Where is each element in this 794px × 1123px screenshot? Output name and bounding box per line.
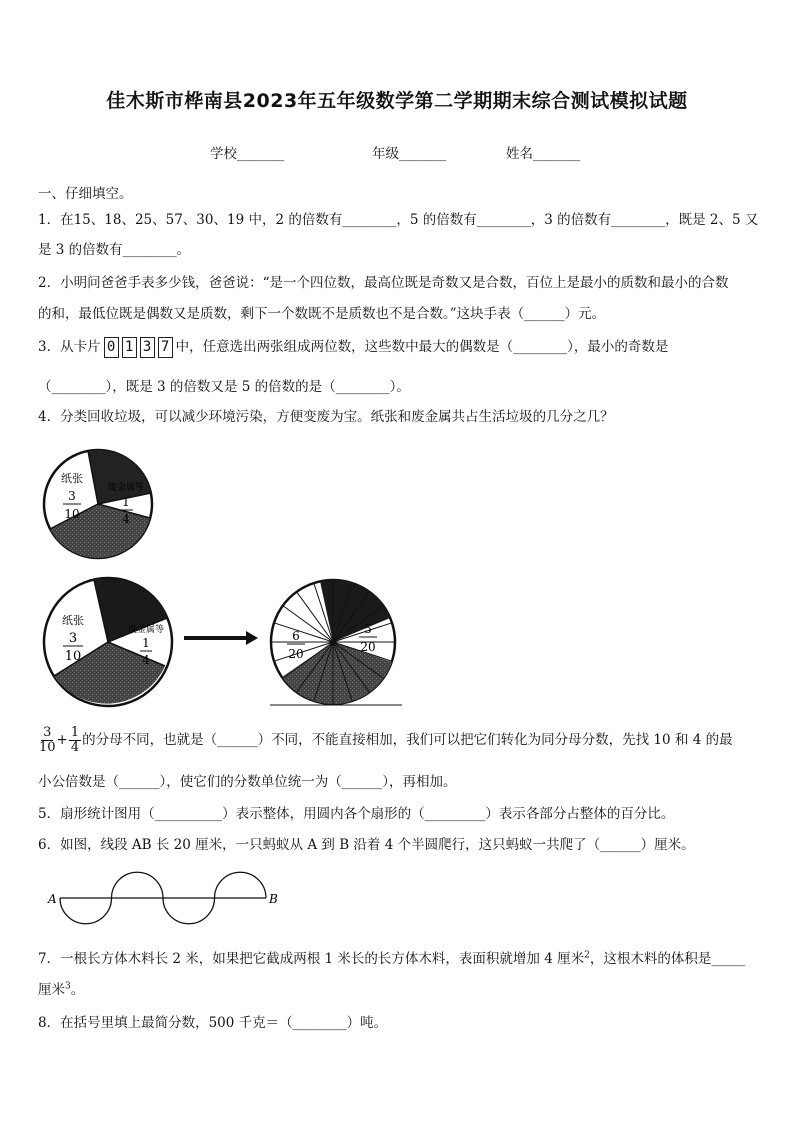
- point-b-label: B: [269, 892, 278, 906]
- semicircle-path-figure: [40, 862, 290, 932]
- question-7-unit-end: 。: [70, 982, 85, 998]
- question-3-prefix: 3．从卡片: [38, 339, 101, 355]
- question-7-text-end: ，这根木料的体积是_____: [589, 951, 746, 967]
- pie2-paper-denominator: 10: [64, 649, 82, 664]
- pie3-right-denominator: 20: [360, 640, 376, 654]
- pie1-metal-denominator: 4: [122, 512, 130, 526]
- section-heading: 一、仔细填空。: [38, 186, 133, 202]
- pie2-metal-numerator: 1: [142, 636, 150, 650]
- number-cards: [104, 337, 173, 358]
- fraction-b: $\frac{1}{4}$: [70, 725, 80, 755]
- name-field[interactable]: 姓名_______: [506, 146, 581, 162]
- pie3-right-numerator: 5: [364, 622, 372, 636]
- question-7-unit: 厘米: [38, 982, 65, 998]
- question-6-text: 6．如图，线段 AB 长 20 厘米，一只蚂蚁从 A 到 B 沿着 4 个半圆爬行，这只蚂蚁一共爬了（______）厘米。: [38, 837, 695, 853]
- pie2-paper-numerator: 3: [68, 631, 78, 646]
- question-1-line2: 是 3 的倍数有________。: [38, 242, 191, 258]
- pie3-left-denominator: 20: [288, 647, 304, 661]
- pie2-metal-denominator: 4: [142, 653, 150, 667]
- number-card: 0: [104, 337, 119, 358]
- number-card: 1: [122, 337, 137, 358]
- pie-chart-2: [44, 578, 172, 706]
- pie-chart-1: [44, 450, 152, 558]
- question-4-text: 4．分类回收垃圾，可以减少环境污染，方便变废为宝。纸张和废金属共占生活垃圾的几分之几？: [38, 409, 614, 425]
- superscript: 3: [65, 981, 71, 992]
- question-3-suffix: 中，任意选出两张组成两位数，这些数中最大的偶数是（________），最小的奇数是: [175, 339, 669, 355]
- question-3-line1: [38, 335, 668, 358]
- grade-field[interactable]: 年级_______: [372, 146, 447, 162]
- pie2-metal-label: 废金属等: [127, 625, 165, 635]
- question-4-line2: 小公倍数是（______），使它们的分数单位统一为（______），再相加。: [38, 774, 457, 790]
- question-5: 5．扇形统计图用（__________）表示整体，用圆内各个扇形的（_________）表示各部分占整体的百分比。: [38, 806, 675, 822]
- question-2-line2: 的和，最低位既是偶数又是质数，剩下一个数既不是质数也不是合数。”这块手表（______）元。: [38, 306, 606, 322]
- fraction-a: $\frac{3}{10}$: [39, 725, 56, 755]
- question-3-line2: （________），既是 3 的倍数又是 5 的倍数的是（________）。: [38, 379, 410, 395]
- question-7-text: 7．一根长方体木料长 2 米，如果把它截成两根 1 米长的长方体木料，表面积就增加 4 厘米: [38, 951, 585, 967]
- pie3-left-numerator: 6: [292, 629, 300, 643]
- question-1-line1: 1．在15、18、25、57、30、19 中，2 的倍数有________，5 的倍数有________，3 的倍数有________，既是 2、5 又: [38, 212, 759, 228]
- question-4-line1: [38, 726, 733, 755]
- pie1-paper-label: 纸张: [61, 472, 83, 485]
- number-card: 3: [140, 337, 155, 358]
- pie1-metal-label: 废金属等: [107, 483, 145, 493]
- pie1-paper-denominator: 10: [64, 507, 80, 521]
- pie2-paper-label: 纸张: [62, 614, 84, 627]
- question-7-line1: [38, 947, 745, 967]
- question-2-line1: 2．小明问爸爸手表多少钱，爸爸说：“是一个四位数，最高位既是奇数又是合数，百位上是最小的质数和最小的合数: [38, 275, 729, 291]
- pie1-paper-numerator: 3: [68, 489, 76, 503]
- question-7-line2: [38, 978, 84, 998]
- number-card: 7: [158, 337, 173, 358]
- plus-sign: +: [56, 732, 68, 748]
- question-8: 8．在括号里填上最简分数，500 千克＝（________）吨。: [38, 1015, 388, 1031]
- pie-chart-3: [270, 580, 402, 705]
- question-4-line1-rest: 的分母不同，也就是（______）不同，不能直接相加，我们可以把它们转化为同分母分数，先找 10 和 4 的最: [82, 732, 733, 748]
- pie-charts-figure: [0, 430, 420, 720]
- arrow-right-icon: [184, 631, 258, 645]
- superscript: 2: [584, 950, 590, 961]
- page-title: 佳木斯市桦南县2023年五年级数学第二学期期末综合测试模拟试题: [106, 90, 688, 112]
- point-a-label: A: [48, 892, 57, 906]
- school-field[interactable]: 学校_______: [210, 146, 285, 162]
- pie1-metal-numerator: 1: [122, 495, 130, 509]
